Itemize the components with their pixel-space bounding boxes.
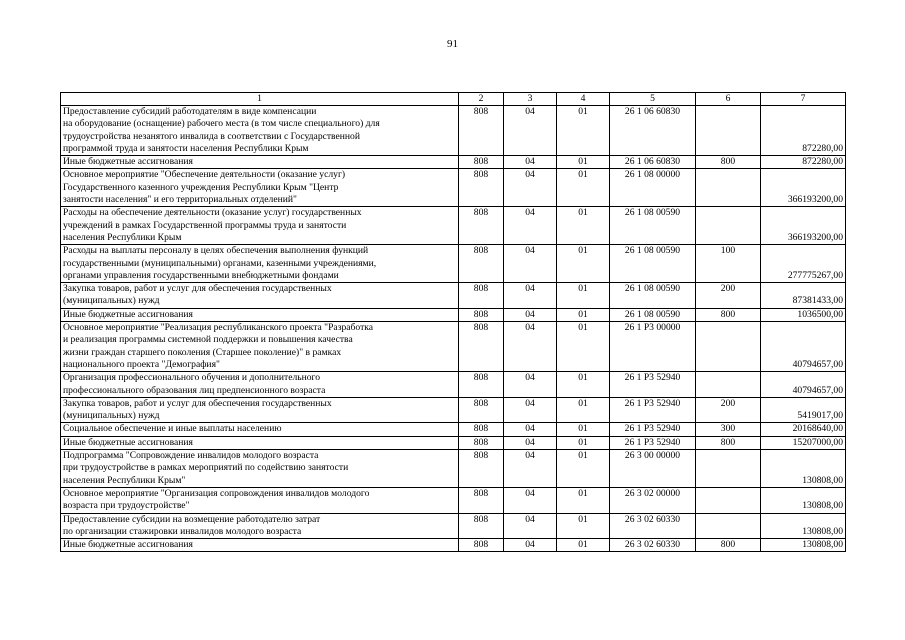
row-grbs-cell: 808 [459, 372, 504, 398]
row-target-article-cell: 26 1 08 00590 [610, 308, 696, 321]
row-target-article-cell: 26 3 02 00000 [610, 487, 696, 513]
table-row [61, 423, 846, 436]
row-grbs-cell: 808 [459, 156, 504, 169]
row-grbs-cell: 808 [459, 487, 504, 513]
row-grbs-cell: 808 [459, 436, 504, 449]
row-section-cell: 04 [504, 450, 557, 488]
row-subsection-cell: 01 [557, 450, 610, 488]
row-expense-type-cell [696, 106, 761, 156]
row-subsection-cell: 01 [557, 322, 610, 372]
row-expense-type-cell: 200 [696, 283, 761, 309]
row-name-cell: Подпрограмма "Сопровождение инвалидов молодого возраста при трудоустройстве в рамках мероприятий по содействию занятости населения Республики Крым" [61, 450, 459, 488]
row-grbs-cell: 808 [459, 308, 504, 321]
row-grbs-cell: 808 [459, 106, 504, 156]
row-name-cell: Основное мероприятие "Организация сопровождения инвалидов молодого возраста при трудоустройстве" [61, 487, 459, 513]
row-expense-type-cell: 800 [696, 436, 761, 449]
row-target-article-cell: 26 3 02 60330 [610, 539, 696, 552]
row-amount-cell: 20168640,00 [761, 423, 846, 436]
row-name-cell: Предоставление субсидии на возмещение работодателю затрат по организации стажировки инвалидов молодого возраста [61, 513, 459, 539]
row-target-article-cell: 26 1 08 00590 [610, 245, 696, 283]
row-subsection-cell: 01 [557, 169, 610, 207]
table-row [61, 397, 846, 423]
row-expense-type-cell [696, 487, 761, 513]
row-name-cell: Предоставление субсидий работодателям в виде компенсации на оборудование (оснащение) рабочего места (в том числе специального) для трудоустройства незанятого инвалида в соответствии с Государственной программой труда и занятости населения Республики Крым [61, 106, 459, 156]
row-name-cell: Иные бюджетные ассигнования [61, 436, 459, 449]
row-target-article-cell: 26 1 08 00590 [610, 283, 696, 309]
row-name-cell: Иные бюджетные ассигнования [61, 539, 459, 552]
row-section-cell: 04 [504, 106, 557, 156]
row-expense-type-cell [696, 513, 761, 539]
header-cell: 7 [761, 93, 846, 106]
row-amount-cell: 130808,00 [761, 539, 846, 552]
row-amount-cell: 15207000,00 [761, 436, 846, 449]
page-number: 91 [447, 38, 458, 50]
row-section-cell: 04 [504, 372, 557, 398]
row-section-cell: 04 [504, 169, 557, 207]
row-section-cell: 04 [504, 397, 557, 423]
table-row [61, 308, 846, 321]
row-subsection-cell: 01 [557, 397, 610, 423]
row-amount-cell: 40794657,00 [761, 322, 846, 372]
header-cell: 2 [459, 93, 504, 106]
row-grbs-cell: 808 [459, 283, 504, 309]
row-expense-type-cell [696, 169, 761, 207]
row-name-cell: Основное мероприятие "Реализация республиканского проекта "Разработка и реализация программы системной поддержки и повышения качества жизни граждан старшего поколения (Старшее поколение)" в рамках национального проекта "Демография" [61, 322, 459, 372]
row-amount-cell: 130808,00 [761, 513, 846, 539]
row-section-cell: 04 [504, 156, 557, 169]
row-section-cell: 04 [504, 539, 557, 552]
row-name-cell: Основное мероприятие "Обеспечение деятельности (оказание услуг) Государственного казенного учреждения Республики Крым "Центр занятости населения" и его территориальных отделений" [61, 169, 459, 207]
row-amount-cell: 130808,00 [761, 487, 846, 513]
header-cell: 1 [61, 93, 459, 106]
row-target-article-cell: 26 1 P3 52940 [610, 372, 696, 398]
row-section-cell: 04 [504, 283, 557, 309]
table-row [61, 513, 846, 539]
row-amount-cell: 1036500,00 [761, 308, 846, 321]
row-grbs-cell: 808 [459, 207, 504, 245]
table-row [61, 207, 846, 245]
row-expense-type-cell: 800 [696, 156, 761, 169]
row-subsection-cell: 01 [557, 245, 610, 283]
row-amount-cell: 366193200,00 [761, 169, 846, 207]
row-section-cell: 04 [504, 245, 557, 283]
table-row [61, 245, 846, 283]
row-subsection-cell: 01 [557, 207, 610, 245]
table-row [61, 436, 846, 449]
row-expense-type-cell [696, 322, 761, 372]
row-subsection-cell: 01 [557, 436, 610, 449]
header-cell: 4 [557, 93, 610, 106]
row-name-cell: Организация профессионального обучения и дополнительного профессионального образования лиц предпенсионного возраста [61, 372, 459, 398]
table-row [61, 169, 846, 207]
header-cell: 5 [610, 93, 696, 106]
row-subsection-cell: 01 [557, 156, 610, 169]
row-name-cell: Социальное обеспечение и иные выплаты населению [61, 423, 459, 436]
row-section-cell: 04 [504, 423, 557, 436]
row-target-article-cell: 26 1 08 00590 [610, 207, 696, 245]
row-amount-cell: 5419017,00 [761, 397, 846, 423]
row-grbs-cell: 808 [459, 397, 504, 423]
row-amount-cell: 87381433,00 [761, 283, 846, 309]
row-expense-type-cell: 800 [696, 539, 761, 552]
table-row [61, 322, 846, 372]
row-grbs-cell: 808 [459, 245, 504, 283]
row-grbs-cell: 808 [459, 322, 504, 372]
row-subsection-cell: 01 [557, 487, 610, 513]
row-section-cell: 04 [504, 207, 557, 245]
row-expense-type-cell [696, 207, 761, 245]
row-section-cell: 04 [504, 308, 557, 321]
row-name-cell: Закупка товаров, работ и услуг для обеспечения государственных (муниципальных) нужд [61, 397, 459, 423]
row-amount-cell: 872280,00 [761, 156, 846, 169]
table-row [61, 106, 846, 156]
row-subsection-cell: 01 [557, 308, 610, 321]
row-grbs-cell: 808 [459, 513, 504, 539]
row-name-cell: Расходы на обеспечение деятельности (оказание услуг) государственных учреждений в рамках Государственной программы труда и занятости населения Республики Крым [61, 207, 459, 245]
table-row [61, 539, 846, 552]
row-target-article-cell: 26 1 P3 52940 [610, 436, 696, 449]
row-subsection-cell: 01 [557, 539, 610, 552]
row-amount-cell: 130808,00 [761, 450, 846, 488]
row-target-article-cell: 26 1 06 60830 [610, 106, 696, 156]
row-subsection-cell: 01 [557, 513, 610, 539]
table-row [61, 156, 846, 169]
table-row [61, 450, 846, 488]
row-subsection-cell: 01 [557, 372, 610, 398]
row-section-cell: 04 [504, 436, 557, 449]
row-subsection-cell: 01 [557, 283, 610, 309]
row-name-cell: Иные бюджетные ассигнования [61, 156, 459, 169]
row-subsection-cell: 01 [557, 423, 610, 436]
table-header-row [61, 93, 846, 106]
row-name-cell: Закупка товаров, работ и услуг для обеспечения государственных (муниципальных) нужд [61, 283, 459, 309]
row-grbs-cell: 808 [459, 539, 504, 552]
row-section-cell: 04 [504, 322, 557, 372]
row-amount-cell: 40794657,00 [761, 372, 846, 398]
row-grbs-cell: 808 [459, 423, 504, 436]
row-expense-type-cell [696, 372, 761, 398]
row-target-article-cell: 26 3 00 00000 [610, 450, 696, 488]
row-expense-type-cell: 100 [696, 245, 761, 283]
row-expense-type-cell: 300 [696, 423, 761, 436]
row-section-cell: 04 [504, 513, 557, 539]
row-amount-cell: 872280,00 [761, 106, 846, 156]
row-target-article-cell: 26 1 06 60830 [610, 156, 696, 169]
header-cell: 3 [504, 93, 557, 106]
table-row [61, 283, 846, 309]
row-expense-type-cell: 200 [696, 397, 761, 423]
row-target-article-cell: 26 1 08 00000 [610, 169, 696, 207]
budget-table [60, 92, 846, 552]
row-grbs-cell: 808 [459, 450, 504, 488]
row-expense-type-cell [696, 450, 761, 488]
row-target-article-cell: 26 1 P3 52940 [610, 397, 696, 423]
table-row [61, 372, 846, 398]
row-expense-type-cell: 800 [696, 308, 761, 321]
row-subsection-cell: 01 [557, 106, 610, 156]
row-name-cell: Расходы на выплаты персоналу в целях обеспечения выполнения функций государственными (муниципальными) органами, казенными учреждениями, органами управления государственными внебюджетными фондами [61, 245, 459, 283]
row-target-article-cell: 26 3 02 60330 [610, 513, 696, 539]
row-section-cell: 04 [504, 487, 557, 513]
row-amount-cell: 366193200,00 [761, 207, 846, 245]
row-amount-cell: 277775267,00 [761, 245, 846, 283]
table-row [61, 487, 846, 513]
row-name-cell: Иные бюджетные ассигнования [61, 308, 459, 321]
row-target-article-cell: 26 1 P3 00000 [610, 322, 696, 372]
row-grbs-cell: 808 [459, 169, 504, 207]
row-target-article-cell: 26 1 P3 52940 [610, 423, 696, 436]
header-cell: 6 [696, 93, 761, 106]
